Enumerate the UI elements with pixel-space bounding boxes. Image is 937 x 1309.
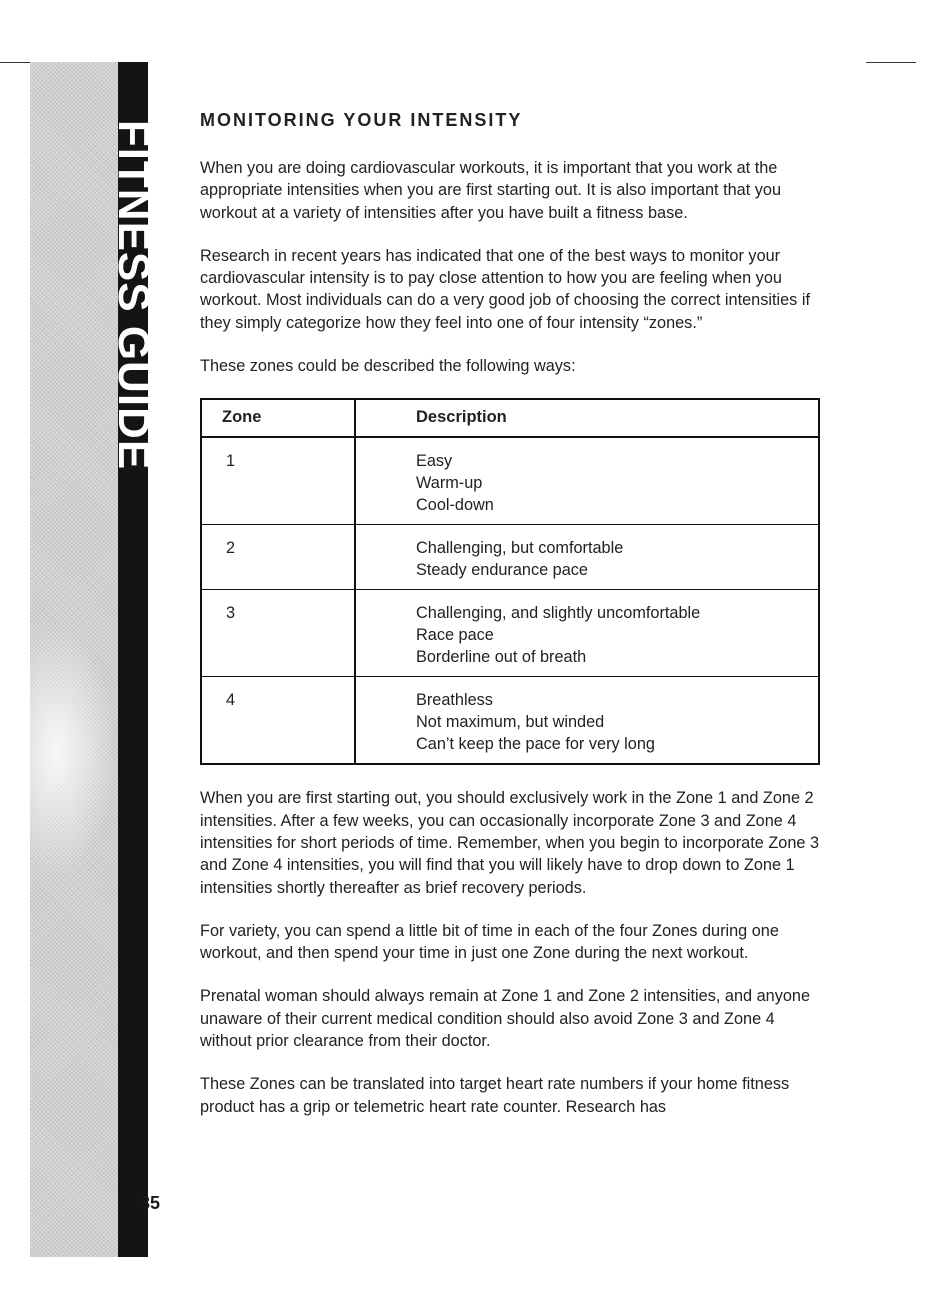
sidebar-fade — [30, 622, 118, 882]
description-cell — [355, 525, 819, 590]
table-row — [201, 437, 819, 525]
paragraph: These Zones can be translated into target heart rate numbers if your home fitness product has a grip or telemetric heart rate counter. Research has — [200, 1075, 790, 1116]
section-title: MONITORING YOUR INTENSITY — [200, 110, 523, 130]
description-line: Easy — [416, 452, 453, 471]
zone-cell: 1 — [201, 437, 355, 525]
description-cell — [355, 437, 819, 525]
table-row — [201, 677, 819, 765]
paragraph: When you are doing cardiovascular workouts, it is important that you work at the appropriate intensities when you are first starting out. It is also important that you workout at a variety of intensities after you have built a fitness base. — [200, 159, 781, 222]
description-line: Challenging, and slightly uncomfortable — [416, 604, 701, 623]
description-cell — [355, 590, 819, 677]
description-line: Steady endurance pace — [416, 561, 588, 580]
description-line: Not maximum, but winded — [416, 713, 605, 732]
zone-cell: 2 — [201, 525, 355, 590]
table-row — [201, 525, 819, 590]
description-line: Can’t keep the pace for very long — [416, 735, 655, 754]
column-header-zone: Zone — [201, 399, 355, 437]
main-content — [200, 110, 820, 1139]
description-line: Breathless — [416, 691, 493, 710]
sidebar-title — [109, 95, 158, 495]
description-cell — [355, 677, 819, 765]
paragraph: These zones could be described the following ways: — [200, 357, 576, 376]
description-line: Warm-up — [416, 474, 483, 493]
description-line: Cool-down — [416, 496, 494, 515]
zone-cell: 4 — [201, 677, 355, 765]
description-line: Challenging, but comfortable — [416, 539, 624, 558]
page-number: 35 — [140, 1193, 161, 1213]
top-rule-right — [866, 62, 916, 63]
description-line: Race pace — [416, 626, 494, 645]
column-header-description: Description — [355, 399, 819, 437]
paragraph: Research in recent years has indicated that one of the best ways to monitor your cardiovascular intensity is to pay close attention to how you are feeling when you workout. Most individuals can do a very good job of choosing the correct intensities if they simply categorize how they feel into one of four intensity “zones.” — [200, 246, 810, 332]
table-row — [201, 590, 819, 677]
sidebar-decoration — [30, 62, 118, 1257]
paragraph: For variety, you can spend a little bit of time in each of the four Zones during one workout, and then spend your time in just one Zone during the next workout. — [200, 921, 779, 963]
table-header-row — [201, 399, 819, 437]
sidebar-title-text: FITNESS GUIDE — [109, 119, 158, 471]
description-line: Borderline out of breath — [416, 648, 587, 667]
paragraph: When you are first starting out, you should exclusively work in the Zone 1 and Zone 2 intensities. After a few weeks, you can occasionally incorporate Zone 3 and Zone 4 intensities for short periods of time. Remember, when you begin to incorporate Zone 3 and Zone 4 intensities, you will find that you will likely have to drop down to Zone 1 intensities shortly thereafter as brief recovery periods. — [200, 789, 820, 897]
paragraph: Prenatal woman should always remain at Zone 1 and Zone 2 intensities, and anyone unaware of their current medical condition should also avoid Zone 3 and Zone 4 without prior clearance from their doctor. — [200, 987, 811, 1051]
zone-cell: 3 — [201, 590, 355, 677]
zones-table — [200, 398, 820, 765]
